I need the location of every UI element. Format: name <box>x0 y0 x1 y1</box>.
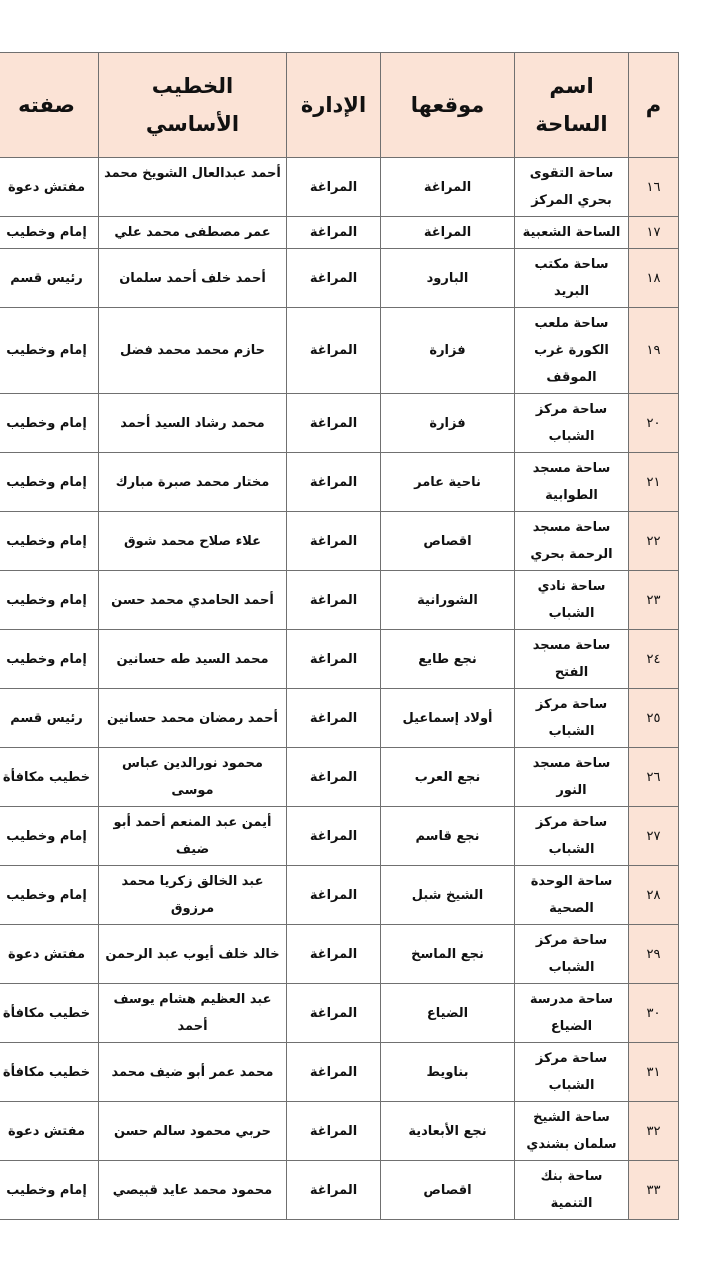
administration: المراغة <box>287 249 381 308</box>
administration: المراغة <box>287 512 381 571</box>
header-main-khatib: الخطيب الأساسي <box>99 53 287 158</box>
khatib-role: إمام وخطيب <box>0 1161 99 1220</box>
administration: المراغة <box>287 158 381 217</box>
location: نجع قاسم <box>381 807 515 866</box>
khatib-name: محمود نورالدين عباس موسى <box>99 748 287 807</box>
location: ناحية عامر <box>381 453 515 512</box>
square-name: ساحة الشيخ سلمان بشندي <box>515 1102 629 1161</box>
khatib-name: عمر مصطفى محمد علي <box>99 217 287 249</box>
khatib-name: علاء صلاح محمد شوق <box>99 512 287 571</box>
location: الضياع <box>381 984 515 1043</box>
khatib-name: أيمن عبد المنعم أحمد أبو ضيف <box>99 807 287 866</box>
khatib-role: مفتش دعوة <box>0 158 99 217</box>
row-number: ٣١ <box>629 1043 679 1102</box>
row-number: ٢٠ <box>629 394 679 453</box>
location: الشيخ شبل <box>381 866 515 925</box>
administration: المراغة <box>287 689 381 748</box>
square-name: ساحة مسجد الرحمة بحري <box>515 512 629 571</box>
administration: المراغة <box>287 1043 381 1102</box>
khatib-role: إمام وخطيب <box>0 394 99 453</box>
khatib-role: مفتش دعوة <box>0 1102 99 1161</box>
administration: المراغة <box>287 394 381 453</box>
khatib-role: إمام وخطيب <box>0 866 99 925</box>
table-row <box>0 630 679 689</box>
table-row <box>0 748 679 807</box>
table-row <box>0 1102 679 1161</box>
khatib-name: أحمد خلف أحمد سلمان <box>99 249 287 308</box>
administration: المراغة <box>287 866 381 925</box>
location: فزارة <box>381 394 515 453</box>
khatib-role: خطيب مكافأة <box>0 748 99 807</box>
table-row <box>0 571 679 630</box>
khatib-role: إمام وخطيب <box>0 217 99 249</box>
location: نجع طايع <box>381 630 515 689</box>
khatib-name: مختار محمد صبرة مبارك <box>99 453 287 512</box>
table-row <box>0 866 679 925</box>
row-number: ٣٠ <box>629 984 679 1043</box>
square-name: ساحة مركز الشباب <box>515 394 629 453</box>
khatib-name: عبد العظيم هشام يوسف أحمد <box>99 984 287 1043</box>
khatib-name: عبد الخالق زكريا محمد مرزوق <box>99 866 287 925</box>
row-number: ٣٢ <box>629 1102 679 1161</box>
table-row <box>0 394 679 453</box>
administration: المراغة <box>287 217 381 249</box>
administration: المراغة <box>287 748 381 807</box>
header-location: موقعها <box>381 53 515 158</box>
table-row <box>0 1161 679 1220</box>
row-number: ٢٤ <box>629 630 679 689</box>
khatib-role: إمام وخطيب <box>0 807 99 866</box>
administration: المراغة <box>287 1161 381 1220</box>
row-number: ٣٣ <box>629 1161 679 1220</box>
location: فزارة <box>381 308 515 394</box>
table-row <box>0 689 679 748</box>
square-name: ساحة مسجد النور <box>515 748 629 807</box>
khatib-role: إمام وخطيب <box>0 571 99 630</box>
administration: المراغة <box>287 453 381 512</box>
khatib-name: خالد خلف أيوب عبد الرحمن <box>99 925 287 984</box>
square-name: ساحة بنك التنمية <box>515 1161 629 1220</box>
location: أولاد إسماعيل <box>381 689 515 748</box>
row-number: ٢١ <box>629 453 679 512</box>
location: بناويط <box>381 1043 515 1102</box>
administration: المراغة <box>287 984 381 1043</box>
row-number: ١٩ <box>629 308 679 394</box>
khatib-name: محمد عمر أبو ضيف محمد <box>99 1043 287 1102</box>
location: المراغة <box>381 217 515 249</box>
khatib-role: إمام وخطيب <box>0 308 99 394</box>
khatib-name: أحمد رمضان محمد حسانين <box>99 689 287 748</box>
administration: المراغة <box>287 308 381 394</box>
header-role: صفته <box>0 53 99 158</box>
administration: المراغة <box>287 630 381 689</box>
khatib-role: إمام وخطيب <box>0 453 99 512</box>
khatib-role: رئيس قسم <box>0 249 99 308</box>
table-row <box>0 217 679 249</box>
row-number: ٢٥ <box>629 689 679 748</box>
square-name: ساحة نادي الشباب <box>515 571 629 630</box>
row-number: ٢٣ <box>629 571 679 630</box>
square-name: ساحة مركز الشباب <box>515 807 629 866</box>
table-row <box>0 158 679 217</box>
administration: المراغة <box>287 807 381 866</box>
row-number: ١٧ <box>629 217 679 249</box>
row-number: ١٦ <box>629 158 679 217</box>
location: نجع العرب <box>381 748 515 807</box>
square-name: ساحة مدرسة الضياع <box>515 984 629 1043</box>
table-row <box>0 512 679 571</box>
khatib-assignment-table <box>0 52 679 1220</box>
khatib-role: رئيس قسم <box>0 689 99 748</box>
administration: المراغة <box>287 571 381 630</box>
header-administration: الإدارة <box>287 53 381 158</box>
khatib-name: حربي محمود سالم حسن <box>99 1102 287 1161</box>
location: المراغة <box>381 158 515 217</box>
administration: المراغة <box>287 1102 381 1161</box>
table-row <box>0 1043 679 1102</box>
location: البارود <box>381 249 515 308</box>
khatib-name: حازم محمد محمد فضل <box>99 308 287 394</box>
table-row <box>0 249 679 308</box>
row-number: ١٨ <box>629 249 679 308</box>
khatib-name: أحمد عبدالعال الشويخ محمد <box>99 158 287 217</box>
square-name: ساحة مكتب البريد <box>515 249 629 308</box>
square-name: ساحة مسجد الفتح <box>515 630 629 689</box>
khatib-role: خطيب مكافأة <box>0 984 99 1043</box>
row-number: ٢٢ <box>629 512 679 571</box>
table-row <box>0 925 679 984</box>
table-row <box>0 984 679 1043</box>
table-row <box>0 453 679 512</box>
square-name: الساحة الشعبية <box>515 217 629 249</box>
square-name: ساحة مركز الشباب <box>515 1043 629 1102</box>
location: اقصاص <box>381 1161 515 1220</box>
header-row <box>0 53 679 158</box>
square-name: ساحة مركز الشباب <box>515 689 629 748</box>
location: نجع الماسخ <box>381 925 515 984</box>
khatib-name: أحمد الحامدي محمد حسن <box>99 571 287 630</box>
administration: المراغة <box>287 925 381 984</box>
row-number: ٢٧ <box>629 807 679 866</box>
square-name: ساحة التقوى بحري المركز <box>515 158 629 217</box>
header-square-name: اسم الساحة <box>515 53 629 158</box>
square-name: ساحة الوحدة الصحية <box>515 866 629 925</box>
khatib-role: خطيب مكافأة <box>0 1043 99 1102</box>
header-number: م <box>629 53 679 158</box>
khatib-role: إمام وخطيب <box>0 512 99 571</box>
khatib-name: محمود محمد عايد قبيصي <box>99 1161 287 1220</box>
khatib-role: مفتش دعوة <box>0 925 99 984</box>
table-row <box>0 807 679 866</box>
location: اقصاص <box>381 512 515 571</box>
row-number: ٢٩ <box>629 925 679 984</box>
row-number: ٢٨ <box>629 866 679 925</box>
khatib-name: محمد السيد طه حسانين <box>99 630 287 689</box>
khatib-role: إمام وخطيب <box>0 630 99 689</box>
square-name: ساحة ملعب الكورة غرب الموقف <box>515 308 629 394</box>
location: الشورانية <box>381 571 515 630</box>
khatib-name: محمد رشاد السيد أحمد <box>99 394 287 453</box>
table-row <box>0 308 679 394</box>
row-number: ٢٦ <box>629 748 679 807</box>
location: نجع الأبعادية <box>381 1102 515 1161</box>
square-name: ساحة مركز الشباب <box>515 925 629 984</box>
square-name: ساحة مسجد الطوابية <box>515 453 629 512</box>
